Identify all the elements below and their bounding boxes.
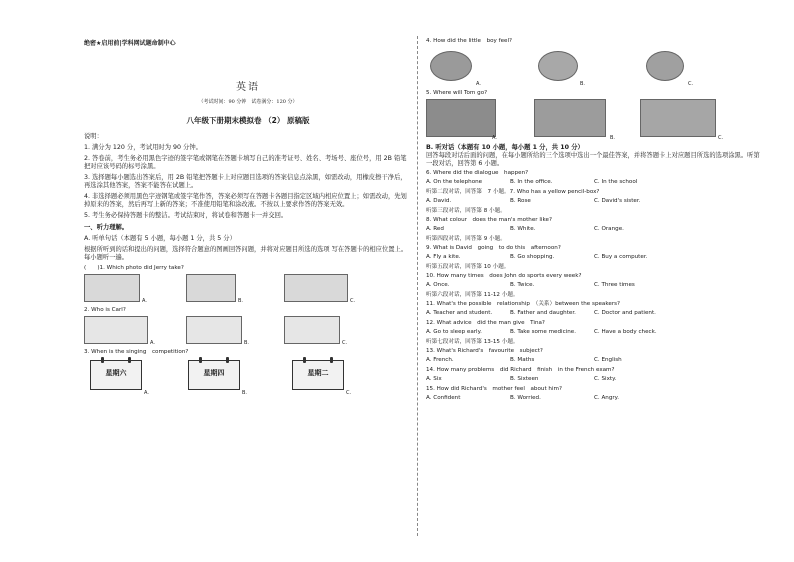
q1-label-c: C. xyxy=(350,298,356,304)
option-b[interactable]: B. Sixteen xyxy=(510,376,539,382)
question-4: 4. How did the little boy feel? xyxy=(426,38,513,44)
option-a[interactable]: A. Six xyxy=(426,376,442,382)
q5-label-b: B. xyxy=(610,135,616,141)
part-a-instruction: 根据所听到的话和提出的问题，选择符合题意的图画回答问题，并将对应题目所选的选项 写在答题卡的相应位置上。每小题听一遍。 xyxy=(84,246,408,261)
note-1: 1. 满分为 120 分，考试用时为 90 分钟。 xyxy=(84,144,202,151)
option-c[interactable]: C. Orange. xyxy=(594,226,624,232)
q3-pictures xyxy=(84,358,412,396)
option-a[interactable]: A. Once. xyxy=(426,282,450,288)
note-5: 5. 考生务必保持答题卡的整洁。考试结束时，将试卷和答题卡一并交回。 xyxy=(84,212,288,219)
option-a[interactable]: A. David. xyxy=(426,198,452,204)
q4-pictures xyxy=(426,47,766,87)
option-c[interactable]: C. Have a body check. xyxy=(594,329,657,335)
happy-face-icon xyxy=(538,51,578,81)
option-a[interactable]: A. Go to sleep early. xyxy=(426,329,482,335)
part-b-question: 13. What's Richard's favourite subject? xyxy=(426,348,543,354)
option-row xyxy=(426,355,766,365)
option-row xyxy=(426,374,766,384)
part-b-question: 8. What colour does the man's mother like? xyxy=(426,217,552,223)
q5-label-a: A. xyxy=(492,135,497,141)
q5-picture-a xyxy=(426,99,496,137)
option-c[interactable]: C. David's sister. xyxy=(594,198,641,204)
option-c[interactable]: C. Three times xyxy=(594,282,635,288)
header-note: 绝密★启用前|学科网试题命制中心 xyxy=(84,40,176,47)
option-b[interactable]: B. Go shopping. xyxy=(510,254,555,260)
option-a[interactable]: A. Confident xyxy=(426,395,461,401)
q3-label-c: C. xyxy=(346,390,352,396)
notes-title: 说明： xyxy=(84,133,103,140)
q1-photo-a xyxy=(84,274,140,302)
part-b-question: 9. What is David going to do this afternoon? xyxy=(426,245,561,251)
q4-label-b: B. xyxy=(580,81,586,87)
question-5: 5. Where will Tom go? xyxy=(426,90,488,96)
option-c[interactable]: C. Sixty. xyxy=(594,376,617,382)
crying-face-icon xyxy=(430,51,472,81)
q3-calendar-b: 星期四 xyxy=(188,360,240,390)
option-b[interactable]: B. Father and daughter. xyxy=(510,310,576,316)
option-b[interactable]: B. Maths xyxy=(510,357,535,363)
option-a[interactable]: A. Teacher and student. xyxy=(426,310,493,316)
q1-pictures xyxy=(84,274,412,304)
option-b[interactable]: B. White. xyxy=(510,226,536,232)
option-row xyxy=(426,224,766,234)
option-c[interactable]: C. In the school xyxy=(594,179,638,185)
q2-picture-a xyxy=(84,316,148,344)
q5-label-c: C. xyxy=(718,135,724,141)
part-b-question: 听第四段对话，回答第 9 小题。 xyxy=(426,236,506,242)
neutral-face-icon xyxy=(646,51,684,81)
option-row xyxy=(426,280,766,290)
section-1-heading: 一、听力理解。 xyxy=(84,224,129,231)
q2-label-a: A. xyxy=(150,340,155,346)
q2-label-b: B. xyxy=(244,340,250,346)
part-b-questions xyxy=(426,170,766,403)
option-a[interactable]: A. Fly a kite. xyxy=(426,254,461,260)
part-b-question: 10. How many times does John do sports every week? xyxy=(426,273,582,279)
option-b[interactable]: B. Twice. xyxy=(510,282,535,288)
column-divider xyxy=(417,36,418,536)
option-row xyxy=(426,327,766,337)
option-b[interactable]: B. Rose xyxy=(510,198,531,204)
q2-picture-c xyxy=(284,316,340,344)
part-b-question: 听第二段对话，回答第 7 小题。7. Who has a yellow pencil-box? xyxy=(426,189,600,195)
q1-photo-b xyxy=(186,274,236,302)
part-b-question: 14. How many problems did Richard finish in the French exam? xyxy=(426,367,615,373)
q3-label-b: B. xyxy=(242,390,248,396)
note-2: 2. 答卷前，考生务必用黑色字迹的签字笔或钢笔在答题卡填写自己的准考证号、姓名、考场号、座位号，用 2B 铅笔把对应该号码的标号涂黑。 xyxy=(84,155,407,170)
option-c[interactable]: C. Angry. xyxy=(594,395,619,401)
part-b-question: 听第七段对话，回答第 13-15 小题。 xyxy=(426,339,519,345)
part-b-heading: B. 听对话（本题有 10 小题，每小题 1 分，共 10 分） xyxy=(426,144,584,151)
part-b-question: 6. Where did the dialogue happen? xyxy=(426,170,529,176)
q1-label-b: B. xyxy=(238,298,244,304)
part-b-instruction: 回答每段对话后面的问题，在每小题所给的三个选项中选出一个最佳答案，并将答题卡上对应题目所选的选项涂黑。听第一段对话，回答第 6 小题。 xyxy=(426,152,760,167)
q4-label-c: C. xyxy=(688,81,694,87)
option-c[interactable]: C. Buy a computer. xyxy=(594,254,648,260)
exam-name: 八年级下册期末模拟卷 （2） 原稿版 xyxy=(186,116,310,125)
part-b-question: 听第三段对话，回答第 8 小题。 xyxy=(426,208,506,214)
note-4: 4. 非选择题必须用黑色字迹钢笔或签字笔作答，答案必须写在答题卡各题目指定区域内相应位置上；如需改动，先划掉原来的答案，然后再写上新的答案；不准使用铅笔和涂改液。不按以上要求作答的答案无效。 xyxy=(84,193,407,208)
note-3: 3. 选择题每小题选出答案后，用 2B 铅笔把答题卡上对应题目选项的答案信息点涂黑，如需改动，用橡皮擦干净后，再选涂其他答案，答案不能答在试题上。 xyxy=(84,174,407,189)
q2-pictures xyxy=(84,316,412,346)
q2-label-c: C. xyxy=(342,340,348,346)
part-a-heading: A. 听单句话（本题有 5 小题，每小题 1 分，共 5 分） xyxy=(84,235,236,242)
option-b[interactable]: B. Worried. xyxy=(510,395,541,401)
q2-picture-b xyxy=(186,316,242,344)
option-b[interactable]: B. In the office. xyxy=(510,179,553,185)
q3-label-a: A. xyxy=(144,390,149,396)
part-b-question: 15. How did Richard's mother feel about him? xyxy=(426,386,562,392)
option-row xyxy=(426,177,766,187)
option-row xyxy=(426,308,766,318)
question-1: ( )1. Which photo did Jerry take? xyxy=(84,265,184,271)
option-a[interactable]: A. On the telephone xyxy=(426,179,483,185)
page-title: 英语 xyxy=(236,82,260,93)
right-column xyxy=(426,38,766,403)
q3-calendar-a: 星期六 xyxy=(90,360,142,390)
q4-label-a: A. xyxy=(476,81,481,87)
part-b-question: 12. What advice did the man give Tina? xyxy=(426,320,545,326)
q5-picture-c xyxy=(640,99,716,137)
part-b-question: 听第五段对话，回答第 10 小题。 xyxy=(426,264,510,270)
option-a[interactable]: A. Red xyxy=(426,226,444,232)
part-b-question: 听第六段对话，回答第 11-12 小题。 xyxy=(426,292,519,298)
option-c[interactable]: C. English xyxy=(594,357,622,363)
option-b[interactable]: B. Take some medicine. xyxy=(510,329,576,335)
option-row xyxy=(426,393,766,403)
exam-meta: （考试时间：90 分钟 试卷满分：120 分） xyxy=(198,99,298,105)
q5-pictures xyxy=(426,99,766,141)
left-column xyxy=(84,38,412,396)
option-a[interactable]: A. French. xyxy=(426,357,454,363)
question-3: 3. When is the singing competition? xyxy=(84,349,189,355)
option-row xyxy=(426,196,766,206)
option-c[interactable]: C. Doctor and patient. xyxy=(594,310,656,316)
question-2: 2. Who is Carl? xyxy=(84,307,126,313)
q1-label-a: A. xyxy=(142,298,147,304)
q1-photo-c xyxy=(284,274,348,302)
part-b-question: 11. What's the possible relationship （关系）between the speakers? xyxy=(426,301,621,307)
q5-picture-b xyxy=(534,99,606,137)
q3-calendar-c: 星期二 xyxy=(292,360,344,390)
option-row xyxy=(426,252,766,262)
